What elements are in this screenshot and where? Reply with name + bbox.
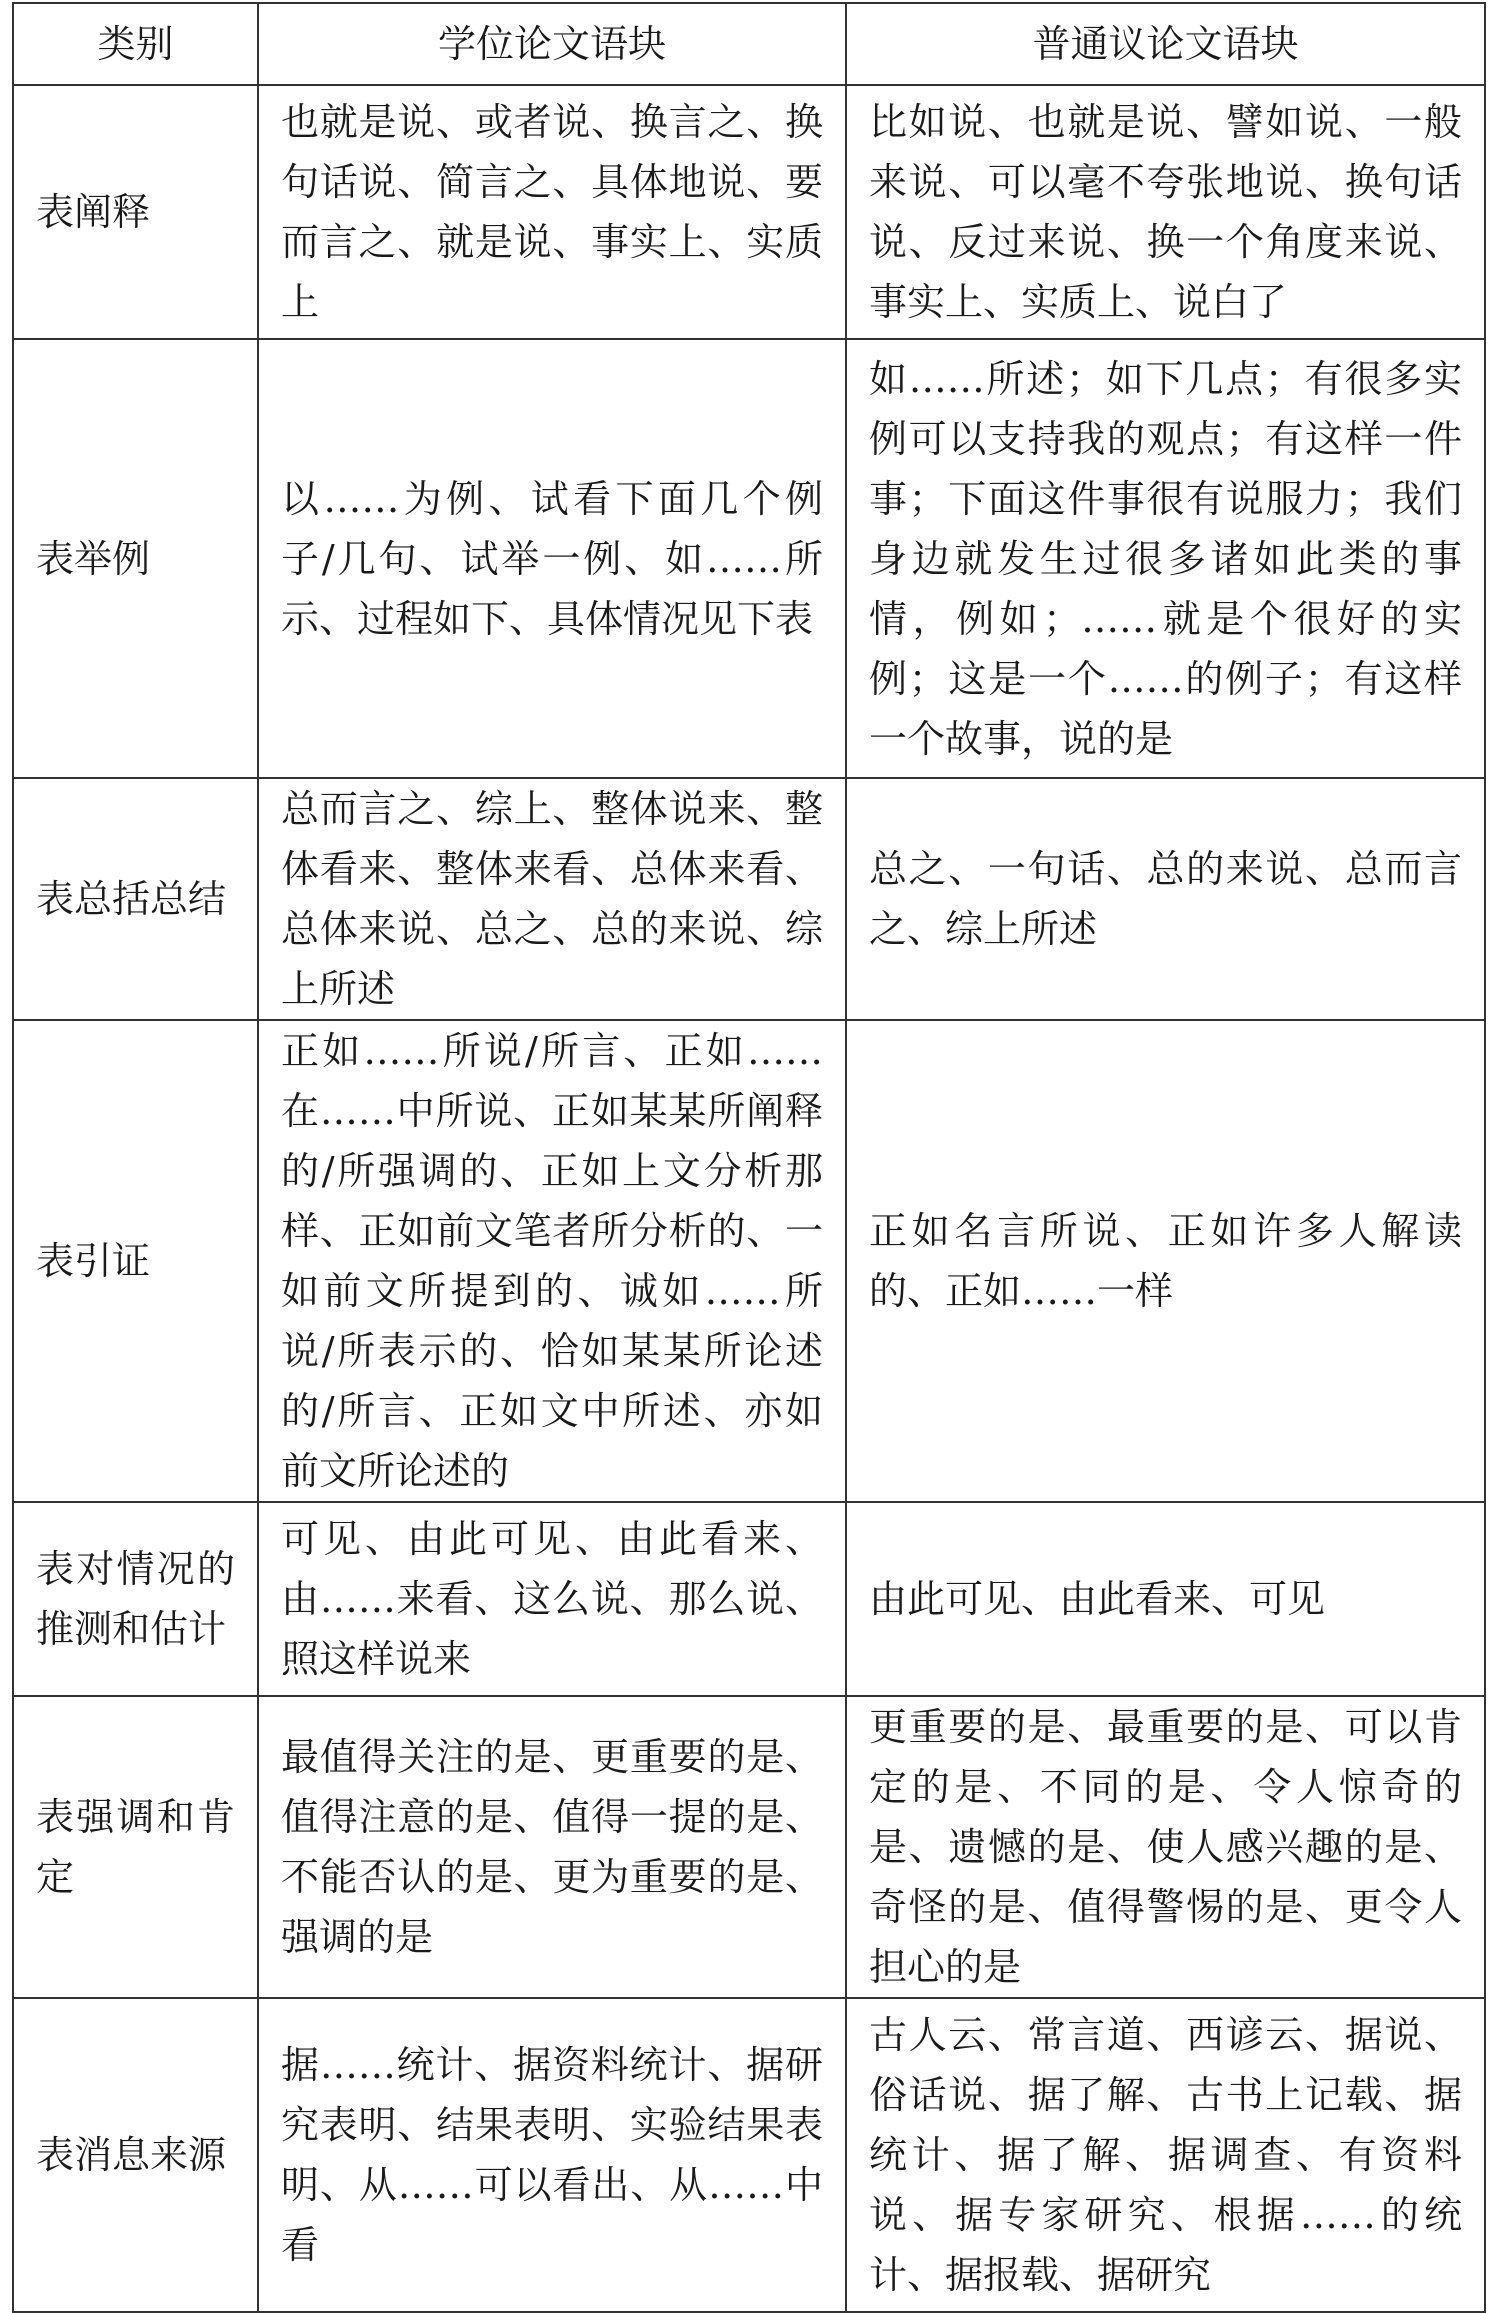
category-cell: 表举例 (13, 339, 258, 778)
category-cell: 表对情况的推测和估计 (13, 1502, 258, 1696)
thesis-phrases-cell: 正如……所说/所言、正如……在……中所说、正如某某所阐释的/所强调的、正如上文分析那样、正如前文笔者所分析的、一如前文所提到的、诚如……所说/所表示的、恰如某某所论述的/所言、正如文中所述、亦如前文所论述的 (258, 1020, 846, 1502)
thesis-phrases-cell: 也就是说、或者说、换言之、换句话说、简言之、具体地说、要而言之、就是说、事实上、实质上 (258, 85, 846, 339)
table-row (13, 1020, 1485, 1502)
thesis-phrases-cell: 可见、由此可见、由此看来、由……来看、这么说、那么说、照这样说来 (258, 1502, 846, 1696)
header-general-phrases: 普通议论文语块 (846, 3, 1485, 85)
general-phrases-cell: 正如名言所说、正如许多人解读的、正如……一样 (846, 1020, 1485, 1502)
general-phrases-cell: 比如说、也就是说、譬如说、一般来说、可以毫不夸张地说、换句话说、反过来说、换一个角度来说、事实上、实质上、说白了 (846, 85, 1485, 339)
header-thesis-phrases: 学位论文语块 (258, 3, 846, 85)
category-cell: 表消息来源 (13, 1998, 258, 2312)
table-row (13, 1696, 1485, 1998)
table-row (13, 85, 1485, 339)
general-phrases-cell: 由此可见、由此看来、可见 (846, 1502, 1485, 1696)
category-cell: 表引证 (13, 1020, 258, 1502)
thesis-phrases-cell: 最值得关注的是、更重要的是、值得注意的是、值得一提的是、不能否认的是、更为重要的是、强调的是 (258, 1696, 846, 1998)
thesis-phrases-cell: 据……统计、据资料统计、据研究表明、结果表明、实验结果表明、从……可以看出、从……中看 (258, 1998, 846, 2312)
table-header-row (13, 3, 1485, 85)
thesis-phrases-cell: 总而言之、综上、整体说来、整体看来、整体来看、总体来看、总体来说、总之、总的来说、综上所述 (258, 778, 846, 1020)
header-category: 类别 (13, 3, 258, 85)
general-phrases-cell: 古人云、常言道、西谚云、据说、俗话说、据了解、古书上记载、据统计、据了解、据调查、有资料说、据专家研究、根据……的统计、据报载、据研究 (846, 1998, 1485, 2312)
category-cell: 表强调和肯定 (13, 1696, 258, 1998)
table-row (13, 1502, 1485, 1696)
category-cell: 表阐释 (13, 85, 258, 339)
phrase-comparison-table (12, 2, 1486, 2313)
general-phrases-cell: 更重要的是、最重要的是、可以肯定的是、不同的是、令人惊奇的是、遗憾的是、使人感兴趣的是、奇怪的是、值得警惕的是、更令人担心的是 (846, 1696, 1485, 1998)
category-cell: 表总括总结 (13, 778, 258, 1020)
general-phrases-cell: 总之、一句话、总的来说、总而言之、综上所述 (846, 778, 1485, 1020)
thesis-phrases-cell: 以……为例、试看下面几个例子/几句、试举一例、如……所示、过程如下、具体情况见下表 (258, 339, 846, 778)
table-row (13, 339, 1485, 778)
table-row (13, 778, 1485, 1020)
general-phrases-cell: 如……所述；如下几点；有很多实例可以支持我的观点；有这样一件事；下面这件事很有说服力；我们身边就发生过很多诸如此类的事情，例如；……就是个很好的实例；这是一个……的例子；有这样一个故事，说的是 (846, 339, 1485, 778)
table-row (13, 1998, 1485, 2312)
